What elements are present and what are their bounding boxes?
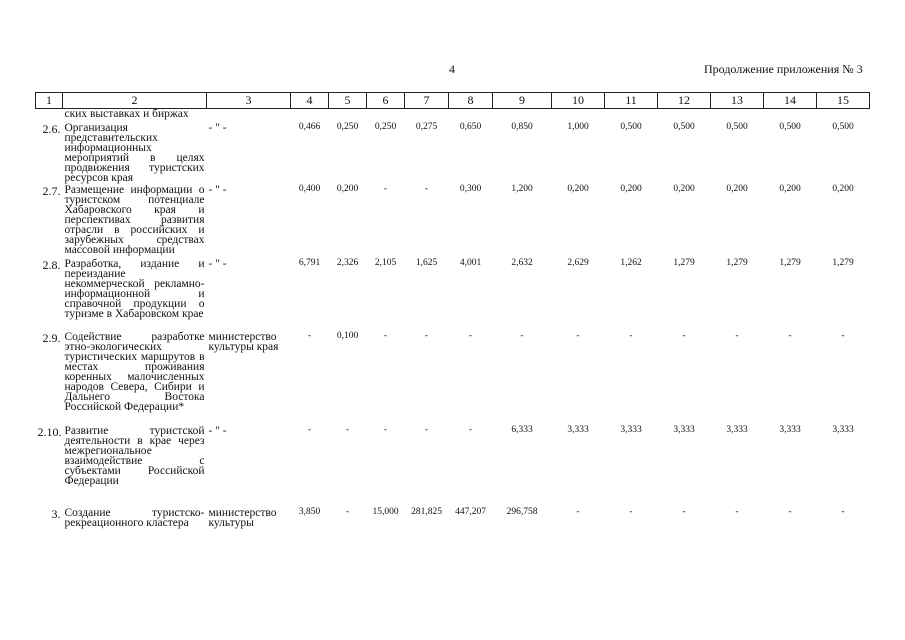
value-cell: 0,300 — [459, 184, 482, 194]
row-number: 2.10. — [37, 425, 62, 439]
table-cell — [329, 109, 367, 122]
value-cell: - — [788, 331, 792, 341]
table-cell — [764, 109, 817, 122]
value-cell: 0,650 — [459, 122, 482, 132]
column-header: 2 — [63, 93, 207, 109]
value-cell: 3,333 — [567, 425, 589, 435]
value-cell: 0,250 — [374, 122, 397, 132]
table-row — [36, 330, 870, 424]
value-cell: 2,632 — [511, 258, 533, 268]
column-header: 3 — [207, 93, 291, 109]
table-header-row — [36, 93, 870, 109]
row-number: 3. — [51, 507, 61, 521]
value-cell: 447,207 — [455, 507, 486, 517]
row-description: Развитие туристской деятельности в крае через межрегиональное взаимодействие с субъектами Российской Федерации — [64, 425, 205, 487]
value-cell: 0,500 — [673, 122, 695, 132]
value-cell: 0,200 — [832, 184, 854, 194]
row-number: 2.7. — [42, 184, 61, 198]
row-description: Разработка, издание и переиздание некоммерческой рекламно-информационной и справочной продукции о туризме в Хабаровском крае — [64, 258, 205, 320]
column-header: 12 — [658, 93, 711, 109]
value-cell: - — [629, 507, 633, 517]
value-cell: - — [788, 507, 792, 517]
value-cell: 296,758 — [506, 507, 538, 517]
page-number: 4 — [449, 62, 455, 76]
table-cell — [817, 109, 870, 122]
value-cell: 2,629 — [567, 258, 589, 268]
value-cell: 0,200 — [726, 184, 748, 194]
row-description: Содействие разработке этно-экологических туристических маршрутов в местах проживания коренных малочисленных народов Севера, Сибири и Дальнего Востока Российской Федерации* — [64, 331, 205, 413]
row-description: Организация представительских информационных мероприятий в целях продвижения туристских ресурсов края — [64, 122, 205, 184]
value-cell: 0,200 — [336, 184, 359, 194]
column-header: 4 — [291, 93, 329, 109]
value-cell: - — [682, 507, 686, 517]
table-cell — [493, 109, 552, 122]
value-cell: - — [345, 425, 350, 435]
column-header: 13 — [711, 93, 764, 109]
value-cell: 1,279 — [779, 258, 801, 268]
value-cell: 2,326 — [336, 258, 359, 268]
value-cell: 3,333 — [832, 425, 854, 435]
value-cell: - — [307, 331, 312, 341]
value-cell: - — [468, 425, 473, 435]
value-cell: 0,466 — [298, 122, 321, 132]
value-cell: 0,250 — [336, 122, 359, 132]
value-cell: 15,000 — [372, 507, 399, 517]
row-number: 2.8. — [42, 258, 61, 272]
value-cell: - — [424, 425, 429, 435]
value-cell: 1,000 — [567, 122, 589, 132]
column-header: 7 — [405, 93, 449, 109]
value-cell: - — [468, 331, 473, 341]
value-cell: - — [520, 331, 524, 341]
column-header: 9 — [493, 93, 552, 109]
value-cell: - — [383, 331, 388, 341]
value-cell: 0,200 — [620, 184, 642, 194]
table-cell — [605, 109, 658, 122]
value-cell: 1,262 — [620, 258, 642, 268]
value-cell: - — [682, 331, 686, 341]
value-cell: - — [576, 507, 580, 517]
value-cell: 1,625 — [415, 258, 438, 268]
responsible-party: - " - — [208, 425, 227, 437]
value-cell: - — [383, 425, 388, 435]
value-cell: 6,333 — [511, 425, 533, 435]
column-header: 1 — [36, 93, 63, 109]
responsible-party: министерство культуры — [208, 507, 277, 529]
value-cell: 4,001 — [459, 258, 482, 268]
table-cell — [711, 109, 764, 122]
column-header: 8 — [449, 93, 493, 109]
value-cell: - — [424, 331, 429, 341]
value-cell: 3,850 — [298, 507, 321, 517]
table-cell — [36, 109, 63, 122]
value-cell: 3,333 — [726, 425, 748, 435]
table-row — [36, 506, 870, 548]
value-cell: 1,200 — [511, 184, 533, 194]
value-cell: 0,500 — [620, 122, 642, 132]
table-row — [36, 183, 870, 257]
column-header: 10 — [552, 93, 605, 109]
value-cell: - — [841, 507, 845, 517]
value-cell: - — [307, 425, 312, 435]
responsible-party: министерство культуры края — [208, 331, 279, 353]
responsible-party: - " - — [208, 184, 227, 196]
value-cell: - — [576, 331, 580, 341]
column-header: 15 — [817, 93, 870, 109]
carryover-text: ских выставках и биржах — [64, 108, 189, 120]
value-cell: 0,500 — [779, 122, 801, 132]
value-cell: 1,279 — [832, 258, 854, 268]
value-cell: 1,279 — [726, 258, 748, 268]
table-cell — [449, 109, 493, 122]
value-cell: 6,791 — [298, 258, 321, 268]
table-cell — [658, 109, 711, 122]
row-description: Создание туристско-рекреационного кластера — [64, 507, 205, 529]
table-cell — [291, 109, 329, 122]
value-cell: 0,200 — [779, 184, 801, 194]
value-cell: - — [735, 331, 739, 341]
value-cell: - — [424, 184, 429, 194]
row-number: 2.6. — [42, 122, 61, 136]
table-cell — [367, 109, 405, 122]
value-cell: 3,333 — [620, 425, 642, 435]
table-row — [36, 109, 870, 122]
table-row — [36, 257, 870, 330]
value-cell: 3,333 — [779, 425, 801, 435]
value-cell: 0,275 — [415, 122, 438, 132]
responsible-party: - " - — [208, 258, 227, 270]
value-cell: - — [735, 507, 739, 517]
value-cell: 0,200 — [567, 184, 589, 194]
table-cell — [552, 109, 605, 122]
value-cell: - — [629, 331, 633, 341]
value-cell: 0,100 — [336, 331, 359, 341]
row-number: 2.9. — [42, 331, 61, 345]
table-cell — [405, 109, 449, 122]
value-cell: 2,105 — [374, 258, 397, 268]
value-cell: 0,850 — [511, 122, 533, 132]
value-cell: 1,279 — [673, 258, 695, 268]
row-description: Размещение информации о туристском потенциале Хабаровского края и перспективах развития отрасли в российских и зарубежных средствах массовой информации — [64, 184, 205, 256]
value-cell: 0,400 — [298, 184, 321, 194]
table-cell — [207, 109, 291, 122]
value-cell: - — [345, 507, 350, 517]
continuation-heading: Продолжение приложения № 3 — [704, 62, 863, 76]
column-header: 6 — [367, 93, 405, 109]
value-cell: 281,825 — [411, 507, 442, 517]
value-cell: 0,500 — [832, 122, 854, 132]
value-cell: 0,500 — [726, 122, 748, 132]
value-cell: 0,200 — [673, 184, 695, 194]
value-cell: 3,333 — [673, 425, 695, 435]
column-header: 14 — [764, 93, 817, 109]
table-row — [36, 121, 870, 183]
value-cell: - — [841, 331, 845, 341]
responsible-party: - " - — [208, 122, 227, 134]
value-cell: - — [383, 184, 388, 194]
table-row — [36, 424, 870, 506]
column-header: 5 — [329, 93, 367, 109]
column-header: 11 — [605, 93, 658, 109]
data-table — [35, 92, 870, 548]
